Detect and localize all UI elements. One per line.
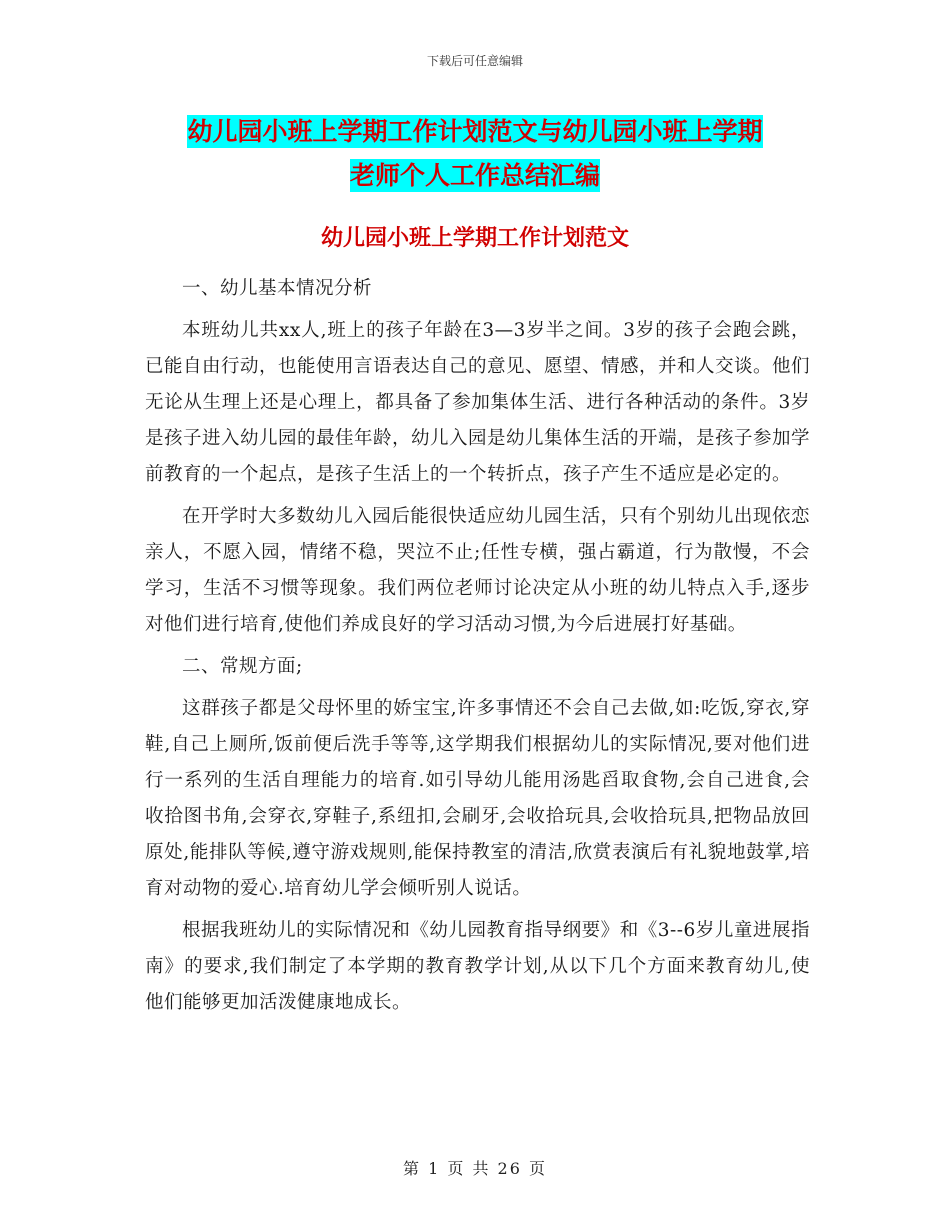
paragraph-class-overview: 本班幼儿共xx人,班上的孩子年龄在3—3岁半之间。3岁的孩子会跑会跳，已能自由行动，也能使用言语表达自己的意见、愿望、情感，并和人交谈。他们无论从生理上还是心理上，都具备了参加集体生活、进行各种活动的条件。3岁是孩子进入幼儿园的最佳年龄，幼儿入园是幼儿集体生活的开端，是孩子参加学前教育的一个起点，是孩子生活上的一个转折点，孩子产生不适应是必定的。 [145,320,811,485]
page-footer: 第 1 页 共 26 页 [403,1159,547,1178]
paragraph-self-care: 这群孩子都是父母怀里的娇宝宝,许多事情还不会自己去做,如:吃饭,穿衣,穿鞋,自己上厕所,饭前便后洗手等等,这学期我们根据幼儿的实际情况,要对他们进行一系列的生活自理能力的培育.如引导幼儿能用汤匙舀取食物,会自己进食,会收拾图书角,会穿衣,穿鞋子,系纽扣,会刷牙,会收拾玩具,会收拾玩具,把物品放回原处,能排队等候,遵守游戏规则,能保持教室的清洁,欣赏表演后有礼貌地鼓掌,培育对动物的爱心.培育幼儿学会倾听别人说话。 [145,698,810,899]
document-title-line-2: 老师个人工作总结汇编 [349,161,600,190]
document-body [145,273,810,1027]
paragraph-adaptation: 在开学时大多数幼儿入园后能很快适应幼儿园生活，只有个别幼儿出现依恋亲人，不愿入园，情绪不稳，哭泣不止;任性专横，强占霸道，行为散慢，不会学习，生活不习惯等现象。我们两位老师讨论决定从小班的幼儿特点入手,逐步对他们进行培育,使他们养成良好的学习活动习惯,为今后进展打好基础。 [145,506,810,635]
document-title-line-1: 幼儿园小班上学期工作计划范文与幼儿园小班上学期 [187,117,763,146]
heading-basic-situation: 一、幼儿基本情况分析 [182,278,373,299]
heading-routine: 二、常规方面; [182,656,303,677]
paragraph-teaching-plan: 根据我班幼儿的实际情况和《幼儿园教育指导纲要》和《3--6岁儿童进展指南》的要求,我们制定了本学期的教育教学计划,从以下几个方面来教育幼儿,使他们能够更加活泼健康地成长。 [145,920,810,1013]
section-title: 幼儿园小班上学期工作计划范文 [320,226,629,251]
header-note: 下载后可任意编辑 [426,54,523,68]
document-title [120,110,830,198]
